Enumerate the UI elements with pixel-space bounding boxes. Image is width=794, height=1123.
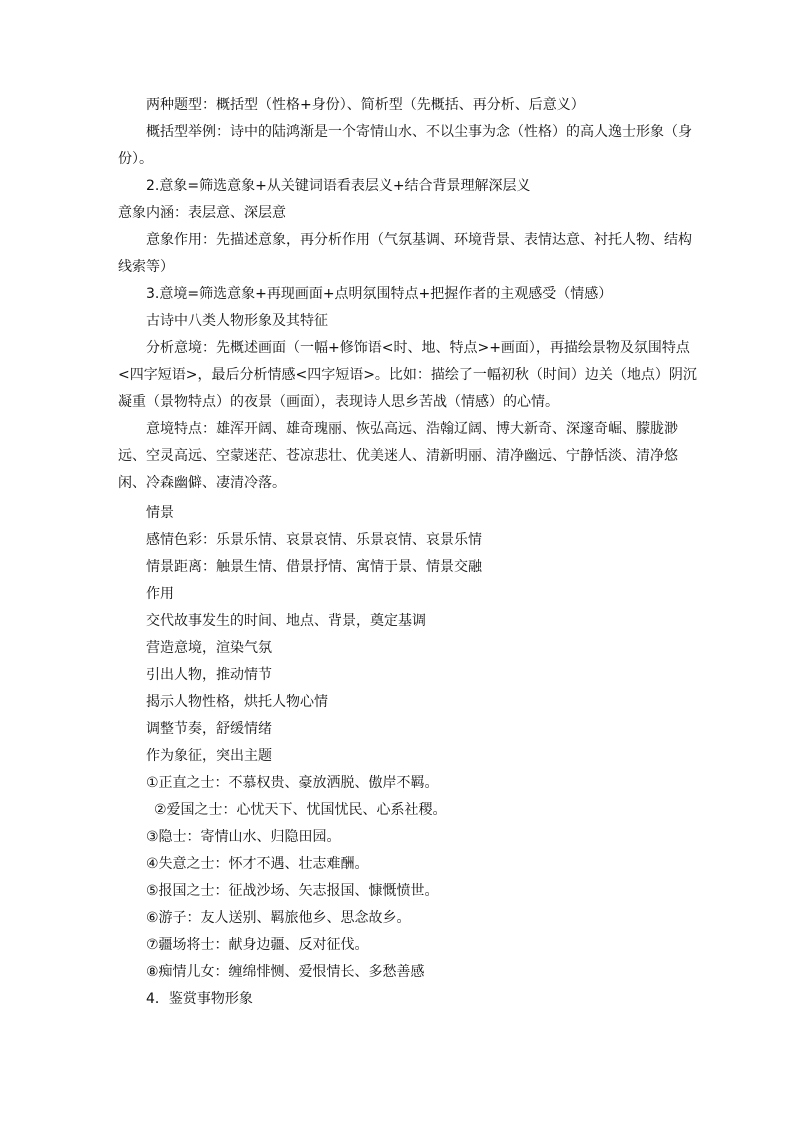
- list-item: ⑤报国之士：征战沙场、矢志报国、慷慨愤世。: [146, 883, 439, 899]
- paragraph-conception-features: 意境特点：雄浑开阔、雄奇瑰丽、恢弘高远、浩翰辽阔、博大新奇、深邃奇崛、朦胧渺远、空灵高远、空蒙迷茫、苍凉悲壮、优美迷人、清新明丽、清净幽远、宁静恬淡、清净悠闲、冷森幽僻、凄清冷落。: [118, 421, 678, 491]
- list-item: 作为象征，突出主题: [146, 748, 272, 764]
- list-item: ③隐士：寄情山水、归隐田园。: [146, 829, 341, 845]
- list-item: 交代故事发生的时间、地点、背景，奠定基调: [146, 613, 426, 629]
- list-item: ⑧痴情儿女：缠绵悱恻、爱恨情长、多愁善感: [146, 964, 425, 980]
- notes-list: [146, 500, 482, 1013]
- list-item: 情景距离：触景生情、借景抒情、寓情于景、情景交融: [146, 559, 482, 575]
- paragraph-summary-example: 概括型举例：诗中的陆鸿渐是一个寄情山水、不以尘事为念（性格）的高人逸士形象（身份）。: [118, 124, 692, 167]
- list-item: ⑥游子：友人送别、羁旅他乡、思念故乡。: [146, 910, 411, 926]
- paragraph-imagery-formula: 2.意象=筛选意象+从关键词语看表层义+结合背景理解深层义: [146, 178, 531, 194]
- paragraph-imagery-meaning: 意象内涵：表层意、深层意: [118, 205, 286, 221]
- list-item: 感情色彩：乐景乐情、哀景哀情、乐景哀情、哀景乐情: [146, 532, 482, 548]
- list-item: 情景: [146, 505, 174, 521]
- list-item: 引出人物，推动情节: [146, 667, 272, 683]
- list-item: 4．鉴赏事物形象: [146, 991, 253, 1007]
- list-item: ②爱国之士：心忧天下、忧国忧民、心系社稷。: [154, 802, 447, 818]
- paragraph-artistic-conception-formula: 3.意境=筛选意象+再现画面+点明氛围特点+把握作者的主观感受（情感）: [146, 286, 613, 302]
- list-item: 揭示人物性格，烘托人物心情: [146, 694, 328, 710]
- list-item: 调整节奏，舒缓情绪: [146, 721, 272, 737]
- paragraph-character-types-heading: 古诗中八类人物形象及其特征: [146, 313, 328, 329]
- paragraph-analyze-conception: 分析意境：先概述画面（一幅+修饰语<时、地、特点>+画面），再描绘景物及氛围特点<四字短语>，最后分析情感<四字短语>。比如：描绘了一幅初秋（时间）边关（地点）阴沉凝重（景物特点）的夜景（画面），表现诗人思乡苦战（情感）的心情。: [118, 340, 697, 410]
- list-item: ①正直之士：不慕权贵、豪放洒脱、傲岸不羁。: [146, 775, 439, 791]
- list-item: ④失意之士：怀才不遇、壮志难酬。: [146, 856, 369, 872]
- list-item: 作用: [146, 586, 174, 602]
- paragraph-imagery-function: 意象作用：先描述意象，再分析作用（气氛基调、环境背景、表情达意、衬托人物、结构线索等）: [118, 232, 692, 275]
- paragraph-question-types: 两种题型：概括型（性格+身份）、简析型（先概括、再分析、后意义）: [146, 97, 585, 113]
- list-item: ⑦疆场将士：献身边疆、反对征伐。: [146, 937, 369, 953]
- list-item: 营造意境，渲染气氛: [146, 640, 272, 656]
